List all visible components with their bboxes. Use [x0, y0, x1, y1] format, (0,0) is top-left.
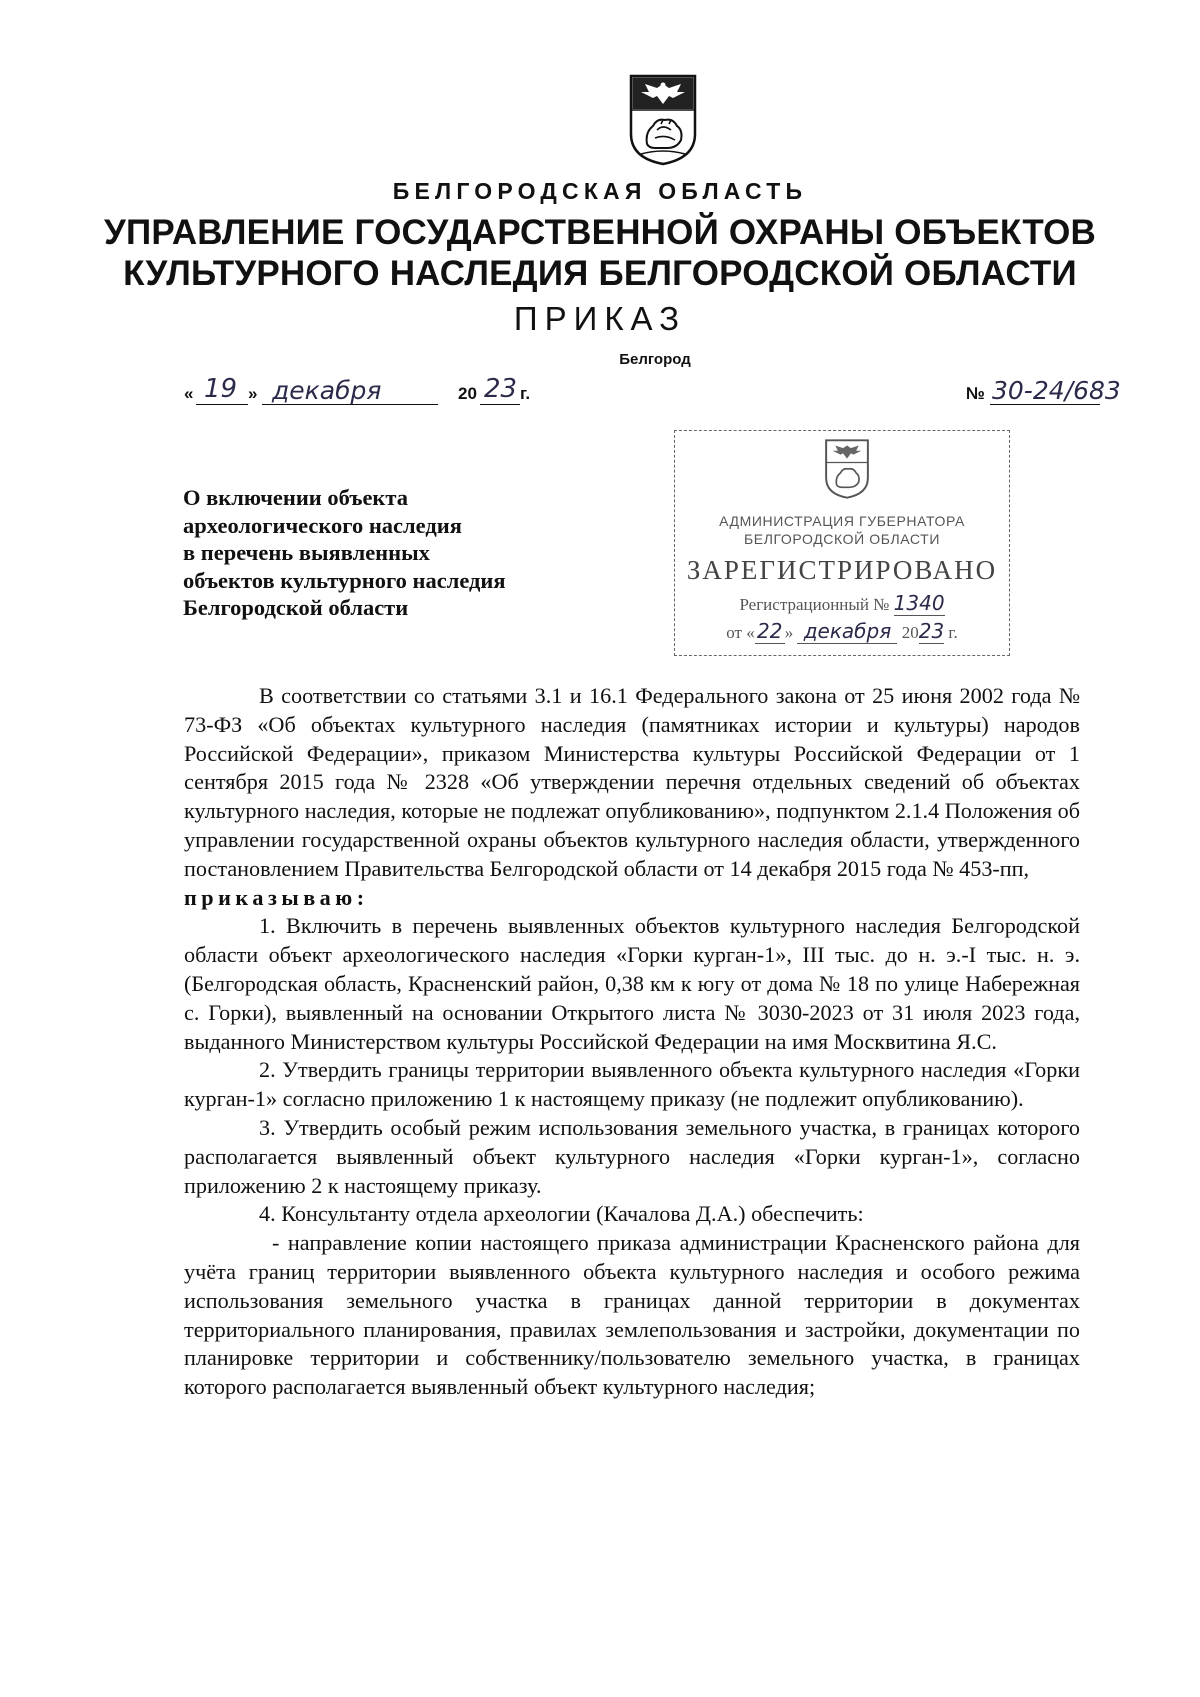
- date-year-suffix: 23: [484, 374, 518, 404]
- order-number: 30-24/683: [992, 376, 1121, 405]
- subject-line: в перечень выявленных: [183, 540, 430, 566]
- date-year-unit: г.: [520, 384, 531, 403]
- subject-line: О включении объекта: [183, 485, 408, 510]
- item-3-paragraph: 3. Утвердить особый режим использования земельного участка, в границах которого располагается выявленный объект культурного наследия «Горки курган-1», согласно приложению 2 к настоящему приказу.: [184, 1114, 1080, 1198]
- stamp-date-open-quote: «: [746, 623, 755, 642]
- date-close-quote: »: [248, 384, 258, 403]
- stamp-from-label: от: [726, 623, 742, 642]
- stamp-reg-label: Регистрационный №: [739, 595, 890, 614]
- region-title: БЕЛГОРОДСКАЯ ОБЛАСТЬ: [392, 178, 808, 204]
- stamp-date-year-suffix: 23: [918, 619, 945, 643]
- stamp-coat-of-arms-icon: [823, 439, 871, 499]
- stamp-date-year-unit: г.: [948, 623, 958, 642]
- date-field: [184, 374, 544, 408]
- order-number-label: №: [966, 384, 985, 403]
- item-4-paragraph: 4. Консультанту отдела археологии (Качалова Д.А.) обеспечить:: [259, 1201, 864, 1227]
- date-day-underline: [196, 404, 248, 405]
- order-number-field: [966, 378, 1126, 408]
- item-4-subitem-paragraph: - направление копии настоящего приказа администрации Красненского района для учёта границ территории выявленного объекта культурного наследия и особого режима использования земельного участка в границах данной территории в документах территориального планирования, правилах землепользования и застройки, документации по планировке территории и собственнику/пользователю земельного участка, в границах которого располагается выявленный объект культурного наследия;: [184, 1230, 1080, 1400]
- stamp-registered: ЗАРЕГИСТРИРОВАНО: [686, 555, 998, 585]
- stamp-reg-number-row: [675, 591, 1009, 616]
- department-title-line-2: КУЛЬТУРНОГО НАСЛЕДИЯ БЕЛГОРОДСКОЙ ОБЛАСТИ: [123, 254, 1077, 293]
- stamp-date-day: 22: [755, 619, 785, 644]
- stamp-date-row: [675, 619, 1009, 644]
- date-month: декабря: [272, 376, 382, 405]
- document-body: [184, 682, 1080, 1402]
- department-title-line-1: УПРАВЛЕНИЕ ГОСУДАРСТВЕННОЙ ОХРАНЫ ОБЪЕКТОВ: [104, 213, 1096, 252]
- item-2-paragraph: 2. Утвердить границы территории выявленного объекта культурного наследия «Горки курган-1» согласно приложению 1 к настоящему приказу (не подлежит опубликованию).: [184, 1057, 1080, 1112]
- document-subject: [183, 484, 603, 622]
- stamp-reg-number: 1340: [893, 591, 945, 615]
- date-year-underline: [480, 404, 520, 405]
- coat-of-arms-icon: [627, 74, 699, 166]
- subject-line: археологического наследия: [183, 512, 462, 538]
- stamp-date-year-prefix: 20: [901, 623, 919, 642]
- stamp-line-2: БЕЛГОРОДСКОЙ ОБЛАСТИ: [744, 531, 940, 547]
- stamp-date-close-quote: »: [784, 623, 794, 642]
- subject-line: объектов культурного наследия: [183, 567, 506, 593]
- date-year-prefix: 20: [458, 384, 477, 403]
- document-type: ПРИКАЗ: [513, 300, 687, 337]
- stamp-date-month: декабря: [797, 619, 897, 644]
- order-word-paragraph: [184, 884, 1080, 913]
- stamp-line-1: АДМИНИСТРАЦИЯ ГУБЕРНАТОРА: [719, 513, 965, 529]
- city-label: Белгород: [619, 351, 691, 368]
- registration-stamp: [674, 430, 1010, 656]
- order-word: приказываю:: [184, 884, 369, 910]
- date-day: 19: [204, 374, 238, 404]
- subject-line: Белгородской области: [183, 595, 409, 621]
- preamble-paragraph: В соответствии со статьями 3.1 и 16.1 Федерального закона от 25 июня 2002 года № 73-ФЗ «Об объектах культурного наследия (памятниках истории и культуры) народов Российской Федерации», приказом Министерства культуры Российской Федерации от 1 сентября 2015 года № 2328 «Об утверждении перечня отдельных сведений об объектах культурного наследия, которые не подлежат опубликованию», подпунктом 2.1.4 Положения об управлении государственной охраны объектов культурного наследия области, утвержденного постановлением Правительства Белгородской области от 14 декабря 2015 года № 453-пп,: [184, 683, 1080, 881]
- item-1-paragraph: 1. Включить в перечень выявленных объектов культурного наследия Белгородской области объект археологического наследия «Горки курган-1», III тыс. до н. э.-I тыс. н. э. (Белгородская область, Красненский район, 0,38 км к югу от дома № 18 по улице Набережная с. Горки), выявленный на основании Открытого листа № 3030-2023 от 31 июля 2023 года, выданного Министерством культуры Российской Федерации на имя Москвитина Я.С.: [184, 913, 1080, 1054]
- date-open-quote: «: [184, 384, 194, 403]
